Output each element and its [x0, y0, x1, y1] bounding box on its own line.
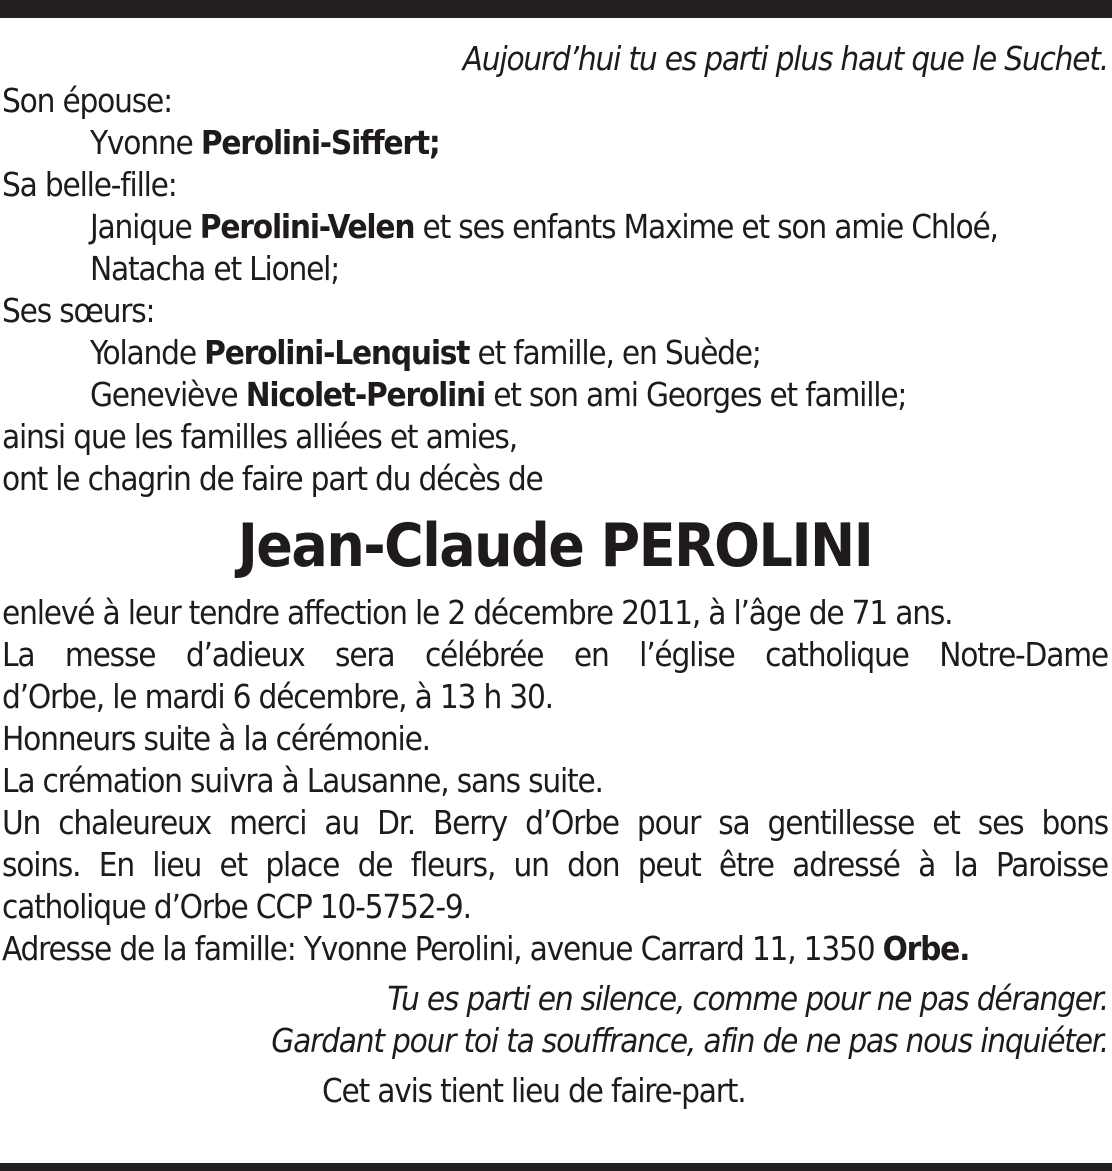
- poem-line-2: Gardant pour toi ta souffrance, afin de ne pas nous inquiéter.: [271, 1021, 1108, 1060]
- sister2-rest: et son ami Georges et famille;: [493, 375, 907, 414]
- daughter-first-name: Janique: [90, 207, 192, 246]
- sister2-entry: [2, 374, 1108, 416]
- address-city: Orbe.: [882, 929, 970, 968]
- spouse-first-name: Yvonne: [90, 123, 193, 162]
- spacer: [2, 970, 1108, 978]
- address-prefix: Adresse de la famille: Yvonne Perolini, avenue Carrard 11, 1350: [2, 929, 875, 968]
- epigraph: Aujourd’hui tu es parti plus haut que le Suchet.: [462, 39, 1108, 78]
- allies-line: ainsi que les familles alliées et amies,: [2, 417, 517, 456]
- top-rule: [0, 0, 1112, 18]
- thanks-line-1: Un chaleureux merci au Dr. Berry d’Orbe pour sa gentillesse et ses bons: [2, 803, 1108, 842]
- spouse-label: Son épouse:: [2, 81, 172, 120]
- daughter-continuation: Natacha et Lionel;: [90, 249, 340, 288]
- daughter-last-name: Perolini-Velen: [199, 207, 415, 246]
- daughter-label: Sa belle-fille:: [2, 165, 177, 204]
- sister1-entry: [2, 332, 1108, 374]
- sisters-label: Ses sœurs:: [2, 291, 155, 330]
- body-line-1: enlevé à leur tendre affection le 2 décembre 2011, à l’âge de 71 ans.: [2, 593, 953, 632]
- address-line: [2, 928, 1108, 970]
- thanks-line-2: soins. En lieu et place de fleurs, un don peut être adressé à la Paroisse: [2, 845, 1108, 884]
- sister1-first-name: Yolande: [90, 333, 196, 372]
- sister2-first-name: Geneviève: [90, 375, 238, 414]
- mass-line-2: d’Orbe, le mardi 6 décembre, à 13 h 30.: [2, 677, 553, 716]
- sister1-rest: et famille, en Suède;: [477, 333, 761, 372]
- obituary-notice: [2, 38, 1108, 1112]
- daughter-rest: et ses enfants Maxime et son amie Chloé,: [422, 207, 998, 246]
- closing-note: Cet avis tient lieu de faire-part.: [322, 1071, 746, 1110]
- daughter-entry: [2, 206, 1108, 248]
- cremation-line: La crémation suivra à Lausanne, sans suite.: [2, 761, 603, 800]
- deceased-name: Jean-Claude PEROLINI: [237, 511, 873, 581]
- spouse-entry: [2, 122, 1108, 164]
- thanks-line-3: catholique d’Orbe CCP 10-5752-9.: [2, 887, 471, 926]
- sister2-last-name: Nicolet-Perolini: [245, 375, 485, 414]
- announce-line: ont le chagrin de faire part du décès de: [2, 459, 543, 498]
- spacer-2: [2, 1062, 1108, 1070]
- bottom-rule: [0, 1163, 1112, 1171]
- spouse-last-name: Perolini-Siffert;: [200, 123, 440, 162]
- honors-line: Honneurs suite à la cérémonie.: [2, 719, 430, 758]
- poem-line-1: Tu es parti en silence, comme pour ne pas déranger.: [387, 979, 1108, 1018]
- mass-line-1: La messe d’adieux sera célébrée en l’église catholique Notre-Dame: [2, 635, 1108, 674]
- sister1-last-name: Perolini-Lenquist: [204, 333, 470, 372]
